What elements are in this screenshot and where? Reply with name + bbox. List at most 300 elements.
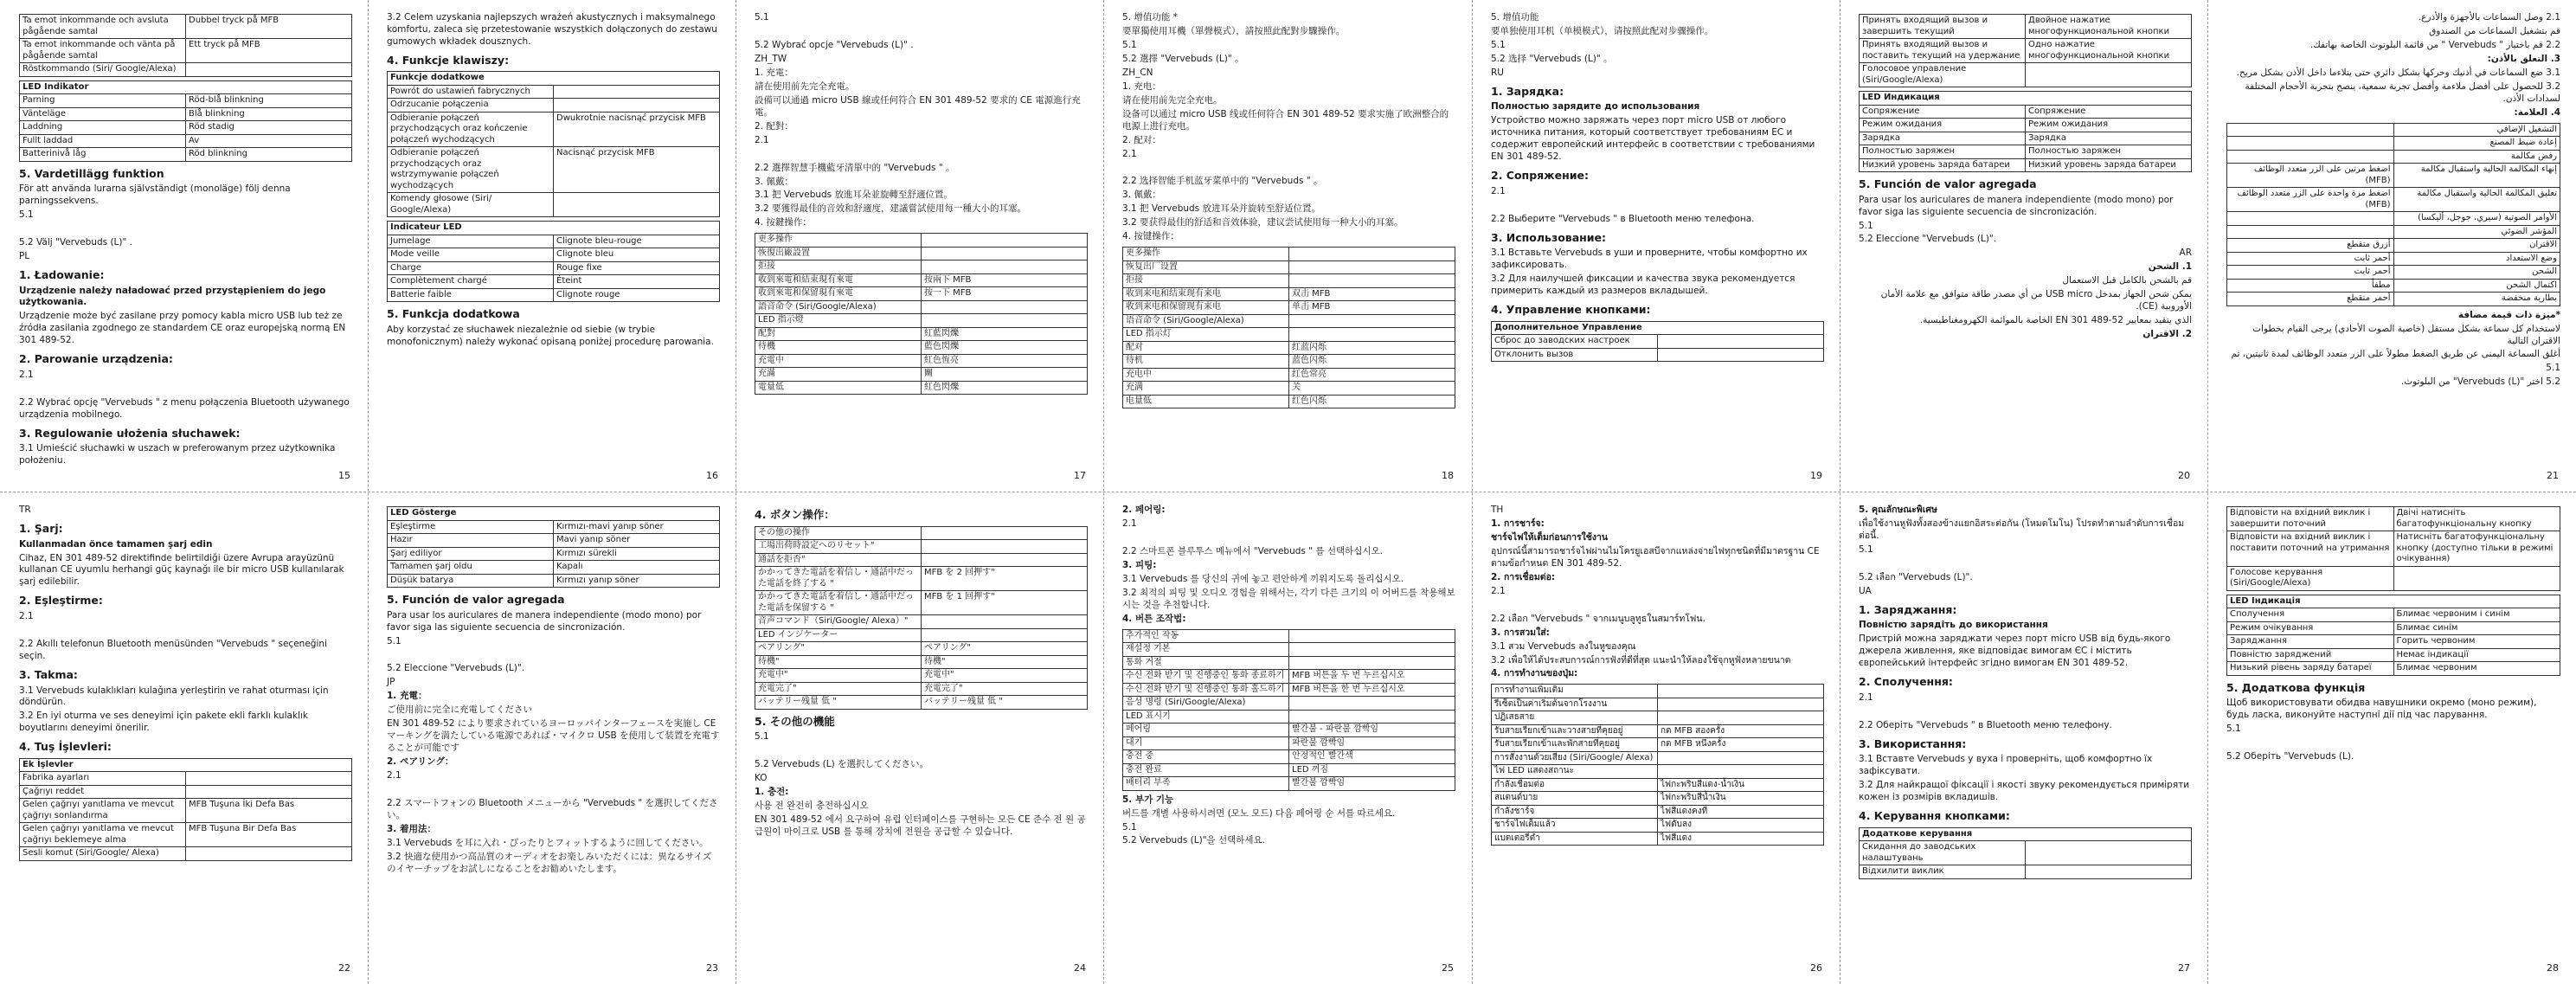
section-heading: 4. العلامة: <box>2514 106 2560 118</box>
step: 5.2 Välj "Vervebuds (L)" . <box>19 236 132 248</box>
table-cell-label: 通話を拒否" <box>755 553 922 567</box>
section-heading: 5. คุณลักษณะพิเศษ <box>1859 505 1937 515</box>
table-row <box>20 148 352 162</box>
step: 2.1 وصل السماعات بالأجهزة والأذرع. <box>2418 12 2560 23</box>
table-cell-value: مطفأ <box>2227 279 2394 293</box>
section-heading: 3. التعلق بالأذن: <box>2487 53 2560 64</box>
table-cell-value: Dwukrotnie nacisnąć przycisk MFB <box>554 112 720 147</box>
table-cell-value <box>186 63 352 77</box>
table-cell-value <box>1289 697 1455 711</box>
step: 2.1 <box>1859 691 1873 703</box>
step: 2.2 قم باختيار " Vervebuds " من قائمة البلوتوث الخاصة بهاتفك. <box>2309 39 2560 50</box>
paragraph: ชาร์จไฟให้เต็มก่อนการใช้งาน <box>1491 531 1609 543</box>
language-tag: UA <box>1859 585 1872 596</box>
section-heading: 2. Сопряжение: <box>1491 169 1589 183</box>
table-row <box>20 847 352 861</box>
page-number: 27 <box>2178 962 2190 974</box>
step: 3.2 要獲得最佳的音效和舒適度，建議嘗試使用每一種大小的耳塞。 <box>755 203 1027 215</box>
table-row <box>388 261 720 275</box>
paragraph: Cihaz, EN 301 489-52 direktifinde belirtildiği üzere Avrupa arayüzünü kullanan CE uyumlu herhangi güç kaynağı ile bir micro USB kullanılarak şarj edilebilir. <box>19 552 344 588</box>
table-cell-value <box>1289 248 1455 261</box>
table-cell-label: رفض مكالمة <box>2393 150 2560 164</box>
table-cell-value <box>922 247 1088 260</box>
page-21 <box>2207 0 2576 492</box>
table-row <box>1123 395 1455 408</box>
table-cell-value: Двічі натисніть багатофункціональну кнопку <box>2393 507 2560 531</box>
section-heading: 5. Додаткова функція <box>2226 680 2366 694</box>
table-cell-value: 빨간불 깜빡임 <box>1289 777 1455 791</box>
step: 5.2 เลือก "Vervebuds (L)". <box>1859 571 1973 582</box>
page-25 <box>1103 492 1471 984</box>
table-row <box>2227 212 2560 226</box>
ar-key-table <box>2226 123 2560 306</box>
section-heading: 2. 配对： <box>1122 134 1161 145</box>
tr-key-table <box>19 758 352 861</box>
table-cell-label: 语音命令 (Siri/Google/Alexa) <box>1123 314 1289 328</box>
paragraph: Urządzenie należy naładować przed przystąpieniem do jego użytkowania. <box>19 285 326 308</box>
table-cell-value: أحمر متقطع <box>2227 293 2394 306</box>
table-row <box>755 368 1088 382</box>
table-cell-label: Ta emot inkommande och avsluta pågående samtal <box>20 15 186 39</box>
table-row <box>1860 39 2192 63</box>
table-cell-value <box>1289 710 1455 724</box>
section-heading: 1. การชาร์จ: <box>1491 518 1545 529</box>
table-cell-label: LED 표시기 <box>1123 710 1289 724</box>
paragraph: Щоб використовувати обидва навушники окремо (моно режим), будь ласка, виконуйте наступні дії під час парування. <box>2226 698 2537 721</box>
step: 2.1 <box>1491 185 1506 196</box>
table-header: Funkcje dodatkowe <box>388 72 720 86</box>
table-cell-value <box>554 85 720 99</box>
table-cell-value: Ett tryck på MFB <box>186 39 352 63</box>
table-cell-value: MFB Tuşuna Bir Defa Bas <box>186 823 352 847</box>
section-heading: 1. Şarj: <box>19 521 63 535</box>
step: 2.2 選擇智慧手機藍牙清單中的 "Vervebuds " 。 <box>755 162 955 173</box>
section-heading: 1. 充电： <box>1122 80 1161 92</box>
table-row <box>1860 15 2192 39</box>
table-row <box>1123 656 1455 670</box>
table-row <box>20 39 352 63</box>
paragraph: 設備可以通過 micro USB 線或任何符合 EN 301 489-52 要求的 CE 電源進行充電。 <box>755 94 1081 118</box>
table-row <box>755 287 1088 301</box>
table-row <box>2227 279 2560 293</box>
page-number: 22 <box>338 962 350 974</box>
table-cell-value <box>1289 314 1455 328</box>
table-row <box>1123 328 1455 342</box>
table-cell-value <box>1658 348 1824 362</box>
table-cell-value: MFB を 1 回押す" <box>922 591 1088 615</box>
step: 5.1 <box>1491 39 1506 50</box>
section-heading: 4. Tuş İşlevleri: <box>19 740 112 754</box>
step: 5.1 <box>19 209 34 221</box>
table-header: LED Индикация <box>1860 92 2192 106</box>
paragraph: Urządzenie może być zasilane przy pomocy kabla micro USB lub też ze źródła zasilania zgodnego ze standardem CE oraz europejską normą EN 301 489-52. <box>19 311 346 346</box>
section-heading: 2. Eşleştirme: <box>19 594 103 608</box>
table-row <box>1860 865 2192 879</box>
table-row <box>1860 119 2192 132</box>
step: 5.2 Eleccione "Vervebuds (L)". <box>387 663 525 674</box>
table-cell-label: 待機" <box>755 655 922 669</box>
step: 3.2 Для найкращої фіксації і якості звуку рекомендується приміряти кожен із розмірів вкладишів. <box>1859 780 2190 803</box>
table-row <box>2227 662 2560 676</box>
step: 5.1 <box>755 731 769 743</box>
page-number: 26 <box>1810 962 1822 974</box>
table-row <box>2227 225 2560 239</box>
section-heading: 4. 버튼 조작법: <box>1122 613 1186 624</box>
table-row <box>755 655 1088 669</box>
table-row <box>1860 132 2192 145</box>
table-cell-label: المؤشر الضوئي <box>2393 225 2560 239</box>
table-cell-label: Parning <box>20 94 186 108</box>
step: 3.1 Вставте Vervebuds у вуха і проверніть, щоб комфортно їх зафіксувати. <box>1859 754 2153 777</box>
page-16 <box>368 0 736 492</box>
ua-led-table <box>2226 595 2560 676</box>
table-cell-value: 红色常亮 <box>1289 368 1455 382</box>
table-cell-label: 收到來電和結束現有來電 <box>755 273 922 287</box>
table-row <box>388 275 720 289</box>
table-cell-value: Röd-blå blinkning <box>186 94 352 108</box>
table-cell-value: Натисніть багатофункціональну кнопку (доступно тільки в режимі очікування) <box>2393 531 2560 567</box>
table-row <box>1123 736 1455 750</box>
paragraph: 請在使用前先完全充電。 <box>755 80 855 92</box>
table-cell-label: Odbieranie połączeń przychodzących oraz wstrzymywanie połączeń wychodzących <box>388 147 554 193</box>
table-row <box>755 682 1088 696</box>
table-cell-label: Зарядка <box>1860 132 2026 145</box>
step: 5.2 Vervebuds (L)"을 선택하세요. <box>1122 835 1266 846</box>
page-number: 20 <box>2178 470 2190 482</box>
step: 2.1 <box>19 611 34 622</box>
paragraph: För att använda lurarna självständigt (monoläge) följ denna parningssekvens. <box>19 183 291 207</box>
section-heading: 2. 페어링: <box>1122 505 1166 515</box>
step: 5.1 <box>2226 724 2241 735</box>
table-cell-value: MFB 버튼을 한 번 누르십시오 <box>1289 683 1455 697</box>
paragraph: *ميزة ذات قيمة مضافة <box>2457 309 2560 320</box>
table-cell-label: 配对 <box>1123 341 1289 355</box>
step: 2.1 <box>755 134 769 145</box>
table-cell-value: أحمر ثابت <box>2227 252 2394 266</box>
table-row <box>2227 123 2560 137</box>
section-heading: 4. 按键操作： <box>1122 231 1179 242</box>
table-cell-value: Полностью заряжен <box>2026 145 2192 159</box>
table-row <box>755 628 1088 642</box>
step: 3.1 把 Vervebuds 放進耳朵並旋轉至舒適位置。 <box>755 190 953 201</box>
table-row <box>1123 274 1455 288</box>
table-cell-value: 안정적인 빨간색 <box>1289 750 1455 764</box>
step: 5.2 Vervebuds (L) を選択してください。 <box>755 759 929 770</box>
table-cell-value: Kırmızı sürekli <box>554 547 720 561</box>
section-heading: 3. 着用法： <box>387 823 436 834</box>
table-cell-label: Fullt laddad <box>20 134 186 148</box>
step: 3.2 En iyi oturma ve ses deneyimi için pakete ekli farklı kulaklık boyutlarını deneyimi önerilir. <box>19 711 308 734</box>
table-cell-value: Nacisnąć przycisk MFB <box>554 147 720 193</box>
paragraph: EN 301 489-52 により要求されているヨーロッパインターフェースを実施し CE マーキングを満たしている電源であれば・マイクロ USB を使用して装置を充電することが可能です <box>387 718 720 754</box>
table-cell-value: กด MFB สองครั้ง <box>1658 724 1824 738</box>
table-row <box>388 193 720 217</box>
section-heading: 1. 충전: <box>755 787 789 798</box>
paragraph: الذي يتقيد بمعايير EN 301 489-52 الخاصة بالموائمة الكهرومغناطيسية. <box>1919 315 2192 326</box>
table-row <box>755 526 1088 540</box>
table-cell-label: وضع الاستعداد <box>2393 252 2560 266</box>
table-row <box>20 15 352 39</box>
table-row <box>2227 137 2560 151</box>
table-row <box>1123 248 1455 261</box>
step: 5.1 <box>1122 821 1137 833</box>
step: 2.2 选择智能手机蓝牙菜单中的 "Vervebuds " 。 <box>1122 176 1323 187</box>
table-cell-value: Режим ожидания <box>2026 119 2192 132</box>
section-heading: 1. Зарядка: <box>1491 84 1564 98</box>
page-22 <box>0 492 368 984</box>
table-row <box>1492 348 1824 362</box>
step: 3.2 要获得最佳的舒适和音效体验，建议尝试使用每一种大小的耳塞。 <box>1122 217 1404 228</box>
page-28 <box>2207 492 2576 984</box>
step: 5.1 <box>1859 543 1873 555</box>
table-cell-value: 藍色閃爍 <box>922 341 1088 355</box>
section-heading: 2. ペアリング： <box>387 756 454 768</box>
table-row <box>1123 750 1455 764</box>
table-row <box>1123 301 1455 315</box>
table-cell-label: ไฟ LED แสดงสถานะ <box>1492 765 1658 779</box>
table-cell-label: ปฏิเสธสาย <box>1492 711 1658 725</box>
table-header: LED Indikator <box>20 80 352 94</box>
table-row <box>2227 566 2560 590</box>
step: 5.2 اختر "Vervebuds (L)" من البلوتوث. <box>2400 376 2560 388</box>
step: 2.2 スマートフォンの Bluetooth メニューから "Vervebuds " を選択してください。 <box>387 798 718 821</box>
table-cell-label: LED 指示燈 <box>755 314 922 328</box>
table-cell-value <box>2227 137 2394 151</box>
section-heading: 4. Funkcje klawiszy: <box>387 53 510 67</box>
page-number: 23 <box>706 962 718 974</box>
table-cell-label: Ta emot inkommande och vänta på pågående samtal <box>20 39 186 63</box>
table-row <box>1123 382 1455 396</box>
table-cell-value: Kapalı <box>554 561 720 575</box>
language-tag: ZH_TW <box>755 53 787 64</box>
table-cell-label: 收到來電和保留現有來電 <box>755 287 922 301</box>
table-cell-label: 拒接 <box>1123 274 1289 288</box>
step: 2.1 <box>19 369 34 380</box>
table-row <box>20 823 352 847</box>
table-cell-label: 충전 완료 <box>1123 763 1289 777</box>
table-row <box>1860 105 2192 119</box>
table-cell-label: ペアリング" <box>755 642 922 656</box>
table-cell-label: 恢复出厂设置 <box>1123 260 1289 274</box>
table-cell-value: 紅藍閃爍 <box>922 327 1088 341</box>
table-cell-label: Заряджання <box>2227 635 2394 649</box>
table-cell-label: 추가적인 작동 <box>1123 629 1289 643</box>
table-cell-value <box>1289 274 1455 288</box>
pl-key-table <box>387 71 720 217</box>
table-cell-value: 关 <box>1289 382 1455 396</box>
step: 3.2 Celem uzyskania najlepszych wrażeń akustycznych i maksymalnego komfortu, zaleca się przetestowanie wszystkich dołączonych do zestawu gumowych wkładek dousznych. <box>387 12 717 47</box>
table-cell-label: 更多操作 <box>1123 248 1289 261</box>
table-cell-value <box>186 847 352 861</box>
table-cell-value: 单击 MFB <box>1289 301 1455 315</box>
step: 5.1 <box>1122 39 1137 50</box>
table-cell-value <box>1289 629 1455 643</box>
table-row <box>1860 145 2192 159</box>
table-cell-value: 蓝色闪烁 <box>1289 355 1455 369</box>
table-cell-label: ชาร์จไฟเต็มแล้ว <box>1492 819 1658 833</box>
table-row <box>1123 777 1455 791</box>
ua-key-table-2 <box>2226 506 2560 591</box>
table-cell-label: 音声コマンド（Siri/Google/ Alexa）" <box>755 615 922 629</box>
table-cell-label: Голосове керування (Siri/Google/Alexa) <box>2227 566 2394 590</box>
tw-key-table <box>755 233 1088 395</box>
table-cell-value: LED 꺼짐 <box>1289 763 1455 777</box>
step: 2.2 เลือก "Vervebuds " จากเมนูบลูทูธในสมาร์ทโฟน. <box>1491 613 1706 624</box>
table-cell-value <box>1658 751 1824 765</box>
paragraph: أغلق السماعة اليمنى عن طريق الضغط مطولاً على الزر متعدد الوظائف لمدة ثانيتين، ثم <box>2231 349 2560 360</box>
table-cell-value: ペアリング" <box>922 642 1088 656</box>
table-cell-label: Odrzucanie połączenia <box>388 99 554 113</box>
table-cell-value: 双击 MFB <box>1289 287 1455 301</box>
table-cell-label: 대기 <box>1123 736 1289 750</box>
table-cell-value: أحمر ثابت <box>2227 266 2394 280</box>
table-cell-value: ไฟดับลง <box>1658 819 1824 833</box>
table-cell-value <box>922 260 1088 274</box>
section-heading: 1. Заряджання: <box>1859 602 1957 616</box>
table-cell-label: Röstkommando (Siri/ Google/Alexa) <box>20 63 186 77</box>
table-row <box>1123 670 1455 684</box>
page-24 <box>736 492 1103 984</box>
table-cell-value <box>1658 685 1824 698</box>
table-cell-label: Голосовое управление (Siri/Google/Alexa) <box>1860 63 2026 87</box>
section-heading: 3. Использование: <box>1491 230 1607 244</box>
table-row <box>1123 763 1455 777</box>
paragraph: Kullanmadan önce tamamen şarj edin <box>19 538 213 550</box>
paragraph: เพื่อใช้งานหูฟังทั้งสองข้างแยกอิสระต่อกัน (โหมดโมโน) โปรดทำตามลำดับการเชื่อมต่อนี้. <box>1859 518 2185 541</box>
table-cell-value: Dubbel tryck på MFB <box>186 15 352 39</box>
table-cell-label: รับสายเรียกเข้าและวางสายที่คุยอยู่ <box>1492 724 1658 738</box>
section-heading: 4. ボタン操作： <box>755 508 835 521</box>
paragraph: Пристрій можна заряджати через порт micro USB від будь-якого джерела живлення, яке відповідає вимогам ЄС і містить європейський інтерфейс згідно вимогам EN 301 489-52. <box>1859 633 2171 669</box>
table-row <box>20 107 352 121</box>
table-row <box>1492 724 1824 738</box>
step: 5.2 Wybrać opcje "Vervebuds (L)" . <box>755 39 914 50</box>
table-cell-value: MFB を 2 回押す" <box>922 567 1088 591</box>
table-cell-value: Блимає синім <box>2393 621 2560 635</box>
section-heading: 3. Regulowanie ułożenia słuchawek: <box>19 426 241 440</box>
table-row <box>1123 629 1455 643</box>
table-cell-value <box>554 193 720 217</box>
page-number: 28 <box>2547 962 2559 974</box>
section-heading: 1. الشحن <box>2148 261 2192 273</box>
table-row <box>388 561 720 575</box>
step: 2.1 <box>1491 585 1506 596</box>
table-cell-label: Sesli komut (Siri/Google/ Alexa) <box>20 847 186 861</box>
table-row <box>388 534 720 548</box>
language-tag: AR <box>2179 248 2192 259</box>
paragraph: อุปกรณ์นี้สามารถชาร์จไฟผ่านไมโครยูเอสบีจากแหล่งจ่ายไฟทุกชนิดที่มีมาตรฐาน CE ตามข้อกำหนด EN 301 489-52. <box>1491 545 1820 569</box>
table-cell-value <box>1658 698 1824 711</box>
table-row <box>20 772 352 786</box>
table-row <box>755 300 1088 314</box>
table-row <box>2227 648 2560 662</box>
table-cell-label: 語音命令 (Siri/Google/Alexa) <box>755 300 922 314</box>
page-18 <box>1103 0 1471 492</box>
table-cell-value: Зарядка <box>2026 132 2192 145</box>
step: 5.2 選擇 "Vervebuds (L)" 。 <box>1122 53 1244 64</box>
section-heading: 5. Función de valor agregada <box>1859 177 2037 190</box>
step: 5.2 选择 "Vervebuds (L)" 。 <box>1491 53 1613 64</box>
section-heading: 3. Takma: <box>19 667 78 681</box>
section-heading: 4. Управление кнопками: <box>1491 303 1651 317</box>
paragraph: Полностью зарядите до использования <box>1491 101 1700 113</box>
table-row <box>1123 341 1455 355</box>
table-cell-label: Çağrıyı reddet <box>20 785 186 799</box>
table-cell-label: Complètement chargé <box>388 275 554 289</box>
ko-key-table <box>1122 629 1455 791</box>
section-heading: 5. 增值功能 * <box>1122 12 1178 23</box>
table-row <box>388 248 720 262</box>
table-row <box>755 273 1088 287</box>
table-cell-label: กำลังชาร์จ <box>1492 805 1658 819</box>
table-row <box>1492 335 1824 349</box>
table-row <box>755 615 1088 629</box>
table-cell-label: 待機 <box>755 341 922 355</box>
table-row <box>1492 698 1824 711</box>
table-cell-value: Röd blinkning <box>186 148 352 162</box>
table-cell-label: 更多操作 <box>755 234 922 248</box>
table-cell-label: Mode veille <box>388 248 554 262</box>
section-heading: 2. الاقتران <box>2142 329 2192 340</box>
step: 2.2 Оберіть "Vervebuds " в Bluetooth меню телефону. <box>1859 719 2112 730</box>
step: 3.2 للحصول على أفضل ملاءمة وأفضل تجربة سمعية، ينصح بتجربة الأحجام المختلفة لسدادات الأذن. <box>2245 80 2560 104</box>
table-cell-value: 待機" <box>922 655 1088 669</box>
table-cell-value <box>2227 225 2394 239</box>
step: 2.2 스마트폰 블루투스 메뉴에서 "Vervebuds " 를 선택하십시오. <box>1122 545 1384 556</box>
table-cell-value <box>186 785 352 799</box>
step: 3.1 สวม Vervebuds ลงในหูของคุณ <box>1491 640 1636 652</box>
table-cell-label: 拒接 <box>755 260 922 274</box>
table-cell-label: 待机 <box>1123 355 1289 369</box>
table-cell-label: Laddning <box>20 121 186 135</box>
table-cell-value: Сопряжение <box>2026 105 2192 119</box>
table-cell-label: Режим очікування <box>2227 621 2394 635</box>
step: 3.2 Для наилучшей фиксации и качества звука рекомендуется примерить каждый из размеров вкладышей. <box>1491 273 1795 297</box>
table-cell-label: 充滿 <box>755 368 922 382</box>
page-number: 17 <box>1074 470 1086 482</box>
table-row <box>1860 158 2192 172</box>
language-tag: PL <box>19 250 30 261</box>
page-23 <box>368 492 736 984</box>
table-cell-label: 充电中 <box>1123 368 1289 382</box>
page-26 <box>1472 492 1840 984</box>
table-cell-value: Clignote bleu-rouge <box>554 235 720 248</box>
section-heading: 3. 피팅: <box>1122 559 1157 570</box>
page-number: 16 <box>706 470 718 482</box>
table-cell-label: 恢復出廠設置 <box>755 247 922 260</box>
table-cell-value: Éteint <box>554 275 720 289</box>
paragraph: EN 301 489-52 에서 요구하여 유럽 인터페이스를 구현하는 모든 CE 준수 전 원 공급원이 마이크로 USB 를 통해 장치에 전원을 공급할 수 있습니다. <box>755 814 1086 837</box>
table-cell-label: Відхилити виклик <box>1860 865 2026 879</box>
table-row <box>755 234 1088 248</box>
table-cell-label: 배터리 부족 <box>1123 777 1289 791</box>
table-row <box>1492 805 1824 819</box>
table-cell-label: สแตนด์บาย <box>1492 792 1658 806</box>
table-row <box>388 85 720 99</box>
table-row <box>1123 724 1455 737</box>
table-row <box>1123 683 1455 697</box>
table-cell-value: Немає індикації <box>2393 648 2560 662</box>
table-row <box>2227 531 2560 567</box>
table-row <box>755 642 1088 656</box>
table-cell-value: 紅色恆亮 <box>922 354 1088 368</box>
table-cell-label: Сполучення <box>2227 608 2394 622</box>
table-cell-label: 재설정 기본 <box>1123 643 1289 657</box>
table-row <box>1123 260 1455 274</box>
section-heading: 1. 充電： <box>387 691 427 702</box>
table-cell-label: LED 指示灯 <box>1123 328 1289 342</box>
section-heading: 5. Funkcja dodatkowa <box>387 307 520 321</box>
